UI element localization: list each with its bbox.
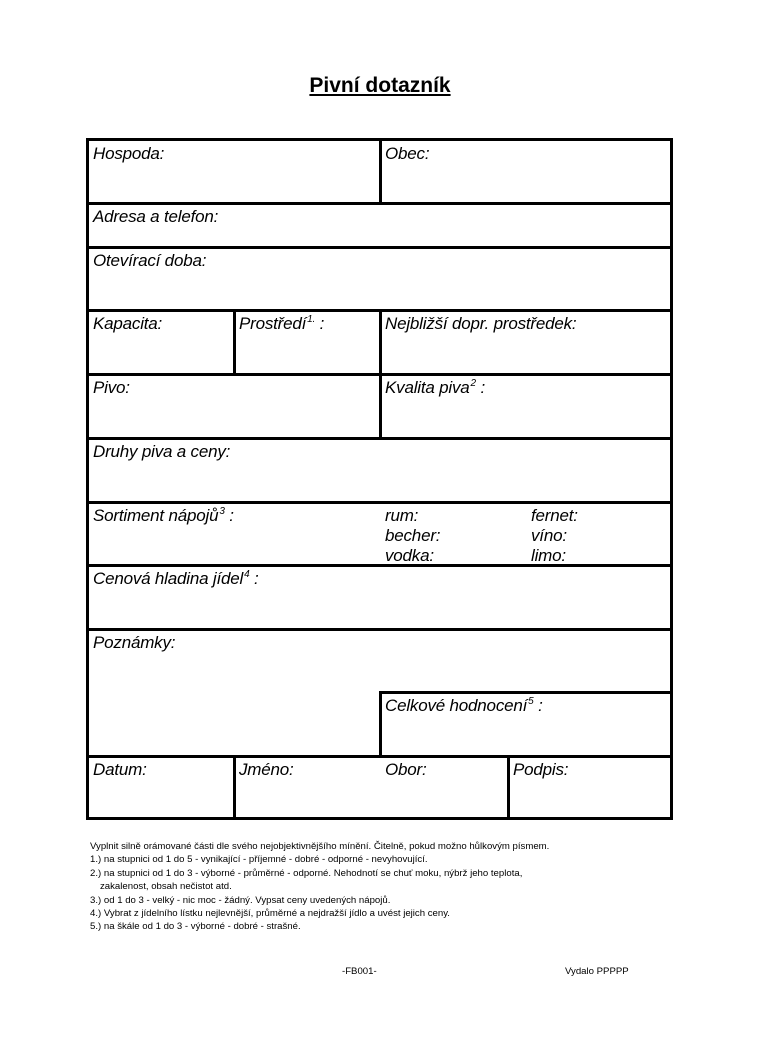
- field-celkove-hodnoceni: Celkové hodnocení$^5$ :: [385, 696, 543, 715]
- instructions: [90, 840, 549, 934]
- field-adresa: Adresa a telefon:: [93, 207, 219, 226]
- note-2: 2.) na stupnici od 1 do 3 - výborné - průměrné - odporné. Nehodnotí se chuť moku, nýbrž jeho teplota,: [90, 867, 523, 879]
- field-hospoda: Hospoda:: [93, 144, 165, 163]
- field-fernet: fernet:: [531, 506, 578, 525]
- field-limo: limo:: [531, 546, 566, 565]
- questionnaire-form: [86, 138, 673, 820]
- field-sortiment: Sortiment nápojů$^3$ :: [93, 506, 234, 525]
- divider: [379, 691, 670, 694]
- divider: [89, 246, 670, 249]
- issuer: Vydalo PPPPP: [565, 966, 629, 977]
- note-intro: Vyplnit silně orámované části dle svého nejobjektivnějšího mínění. Čitelně, pokud možno hůlkovým písmem.: [90, 841, 550, 852]
- field-kvalita-piva: Kvalita piva$^2$ :: [385, 378, 485, 397]
- field-obor: Obor:: [385, 760, 427, 779]
- note-5: 5.) na škále od 1 do 3 - výborné - dobré - strašné.: [90, 921, 301, 933]
- field-vodka: vodka:: [385, 546, 434, 565]
- note-2-continued: zakalenost, obsah nečistot atd.: [100, 881, 232, 893]
- form-code: -FB001-: [342, 966, 377, 977]
- page-title: Pivní dotazník: [309, 74, 451, 97]
- field-vino: víno:: [531, 526, 567, 545]
- divider: [507, 755, 510, 820]
- field-prostredi: Prostředí$^{1.}$ :: [239, 314, 325, 333]
- divider: [89, 437, 670, 440]
- divider: [379, 309, 382, 437]
- field-kapacita: Kapacita:: [93, 314, 163, 333]
- field-pivo: Pivo:: [93, 378, 130, 397]
- note-1: 1.) na stupnici od 1 do 5 - vynikající - příjemné - dobré - odporné - nevyhovující.: [90, 854, 428, 866]
- field-dopr-prostredek: Nejbližší dopr. prostředek:: [385, 314, 577, 333]
- note-3: 3.) od 1 do 3 - velký - nic moc - žádný. Vypsat ceny uvedených nápojů.: [90, 894, 391, 906]
- divider: [379, 141, 382, 202]
- field-jmeno: Jméno:: [239, 760, 294, 779]
- field-podpis: Podpis:: [513, 760, 569, 779]
- divider: [379, 691, 382, 755]
- divider: [89, 755, 670, 758]
- divider: [89, 501, 670, 504]
- divider: [89, 628, 670, 631]
- divider: [89, 202, 670, 205]
- field-cenova-hladina: Cenová hladina jídel$^4$ :: [93, 569, 259, 588]
- field-oteviraci-doba: Otevírací doba:: [93, 251, 207, 270]
- note-4: 4.) Vybrat z jídelního lístku nejlevnější, průměrné a nejdražší jídlo a uvést jejich ceny.: [90, 908, 450, 920]
- divider: [233, 755, 236, 820]
- divider: [89, 564, 670, 567]
- field-obec: Obec:: [385, 144, 430, 163]
- field-datum: Datum:: [93, 760, 147, 779]
- field-poznamky: Poznámky:: [93, 633, 176, 652]
- field-becher: becher:: [385, 526, 441, 545]
- field-druhy-piva: Druhy piva a ceny:: [93, 442, 231, 461]
- divider: [233, 309, 236, 373]
- field-rum: rum:: [385, 506, 419, 525]
